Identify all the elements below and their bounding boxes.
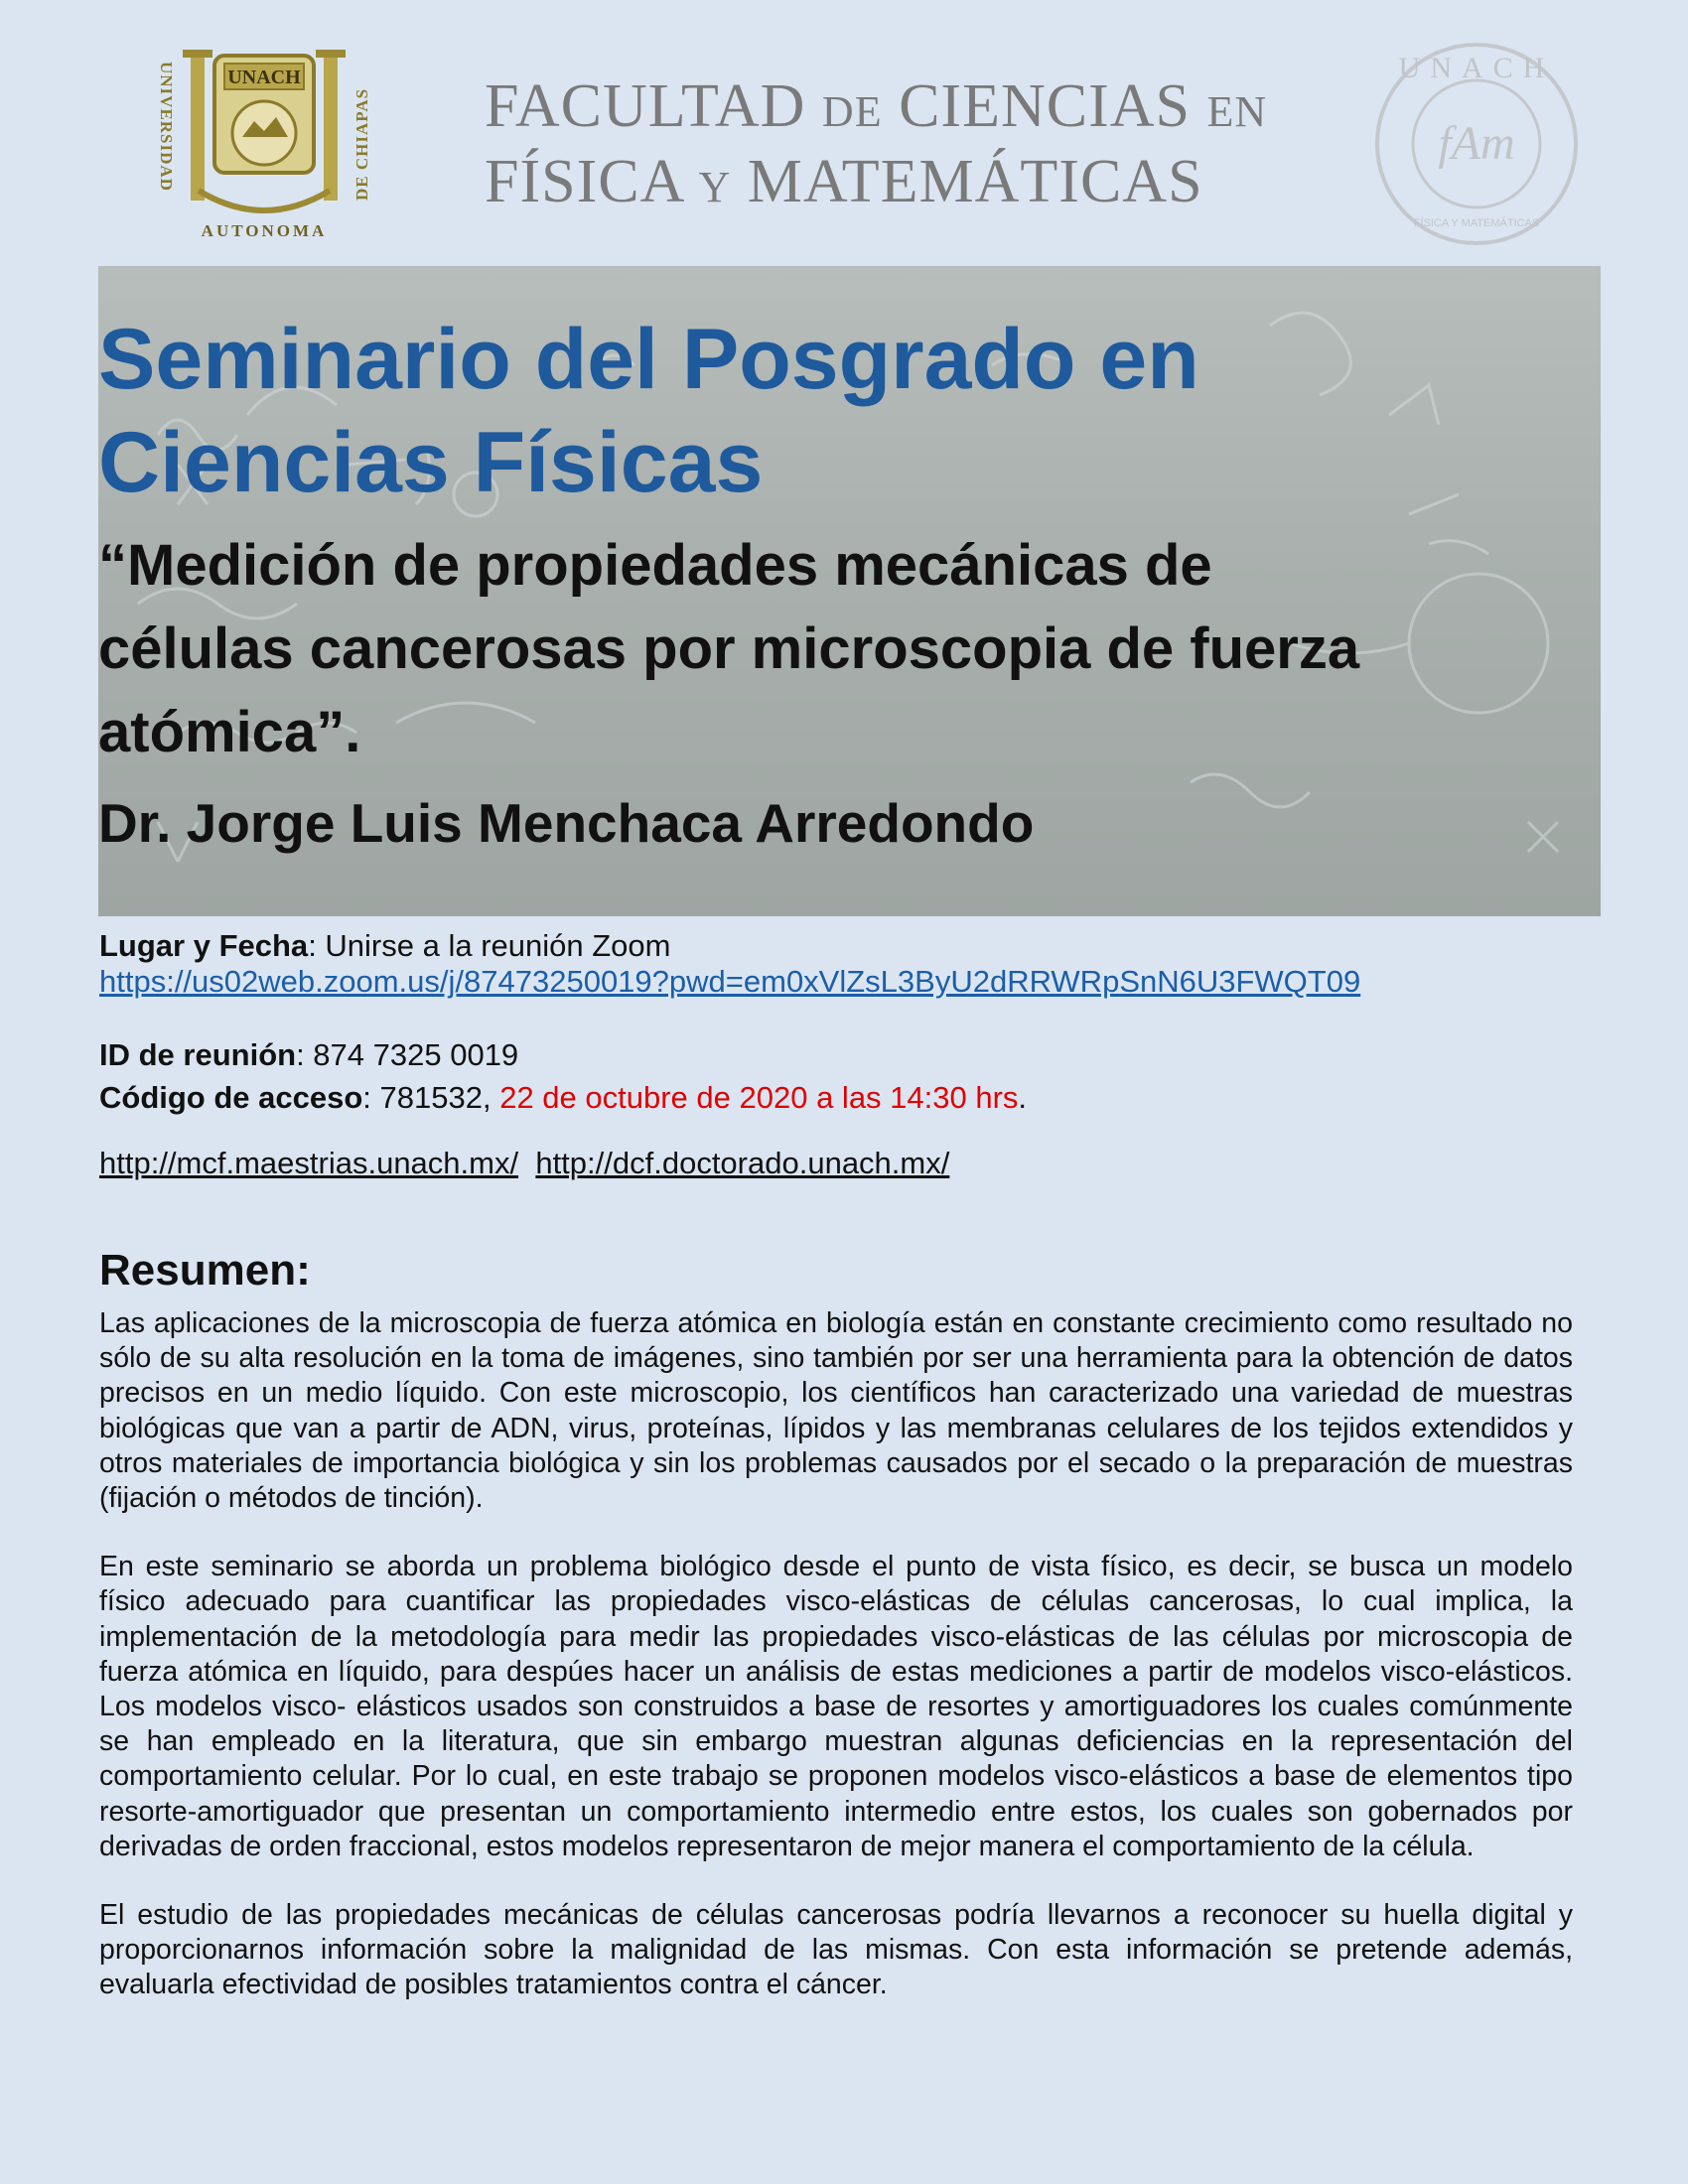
faculty-title-line2: FÍSICA Y MATEMÁTICAS	[485, 148, 1203, 215]
summary-paragraph-2: En este seminario se aborda un problema biológico desde el punto de vista físico, es decir, se busca un modelo físico adecuado para cuantificar las propiedades visco-elásticas de células cancerosas, lo cual implica, la implementación de la metodología para medir las propiedades visco-elásticas de las células por microscopia de fuerza atómica en líquido, para despúes hacer un análisis de estas mediciones a partir de modelos visco-elásticos. Los modelos visco- elásticos usados son construidos a base de resortes y amortiguadores los cuales comúnmente se han empleado en la literatura, que sin embargo muestran algunas deficiencias en la representación del comportamiento celular. Por lo cual, en este trabajo se proponen modelos visco-elásticos a base de elementos tipo resorte-amortiguador que presentan un comportamiento intermedio entre estos, los cuales son gobernados por derivadas de orden fraccional, estos modelos representaron de mejor manera el comportamiento de la célula.	[99, 1551, 1573, 1862]
logo-text-universidad: UNIVERSIDAD	[157, 62, 176, 192]
logo-text-unach: UNACH	[227, 67, 301, 88]
zoom-link-row	[99, 964, 1589, 1000]
talk-title-line3: atómica”.	[98, 700, 361, 764]
fam-logo-bottom-text: FÍSICA Y MATEMÁTICAS	[1413, 217, 1540, 229]
place-value: : Unirse a la reunión Zoom	[308, 928, 671, 963]
fam-logo-mark: fAm	[1438, 117, 1515, 170]
logo-text-autonoma: AUTONOMA	[201, 221, 328, 240]
place-label: Lugar y Fecha	[99, 928, 309, 963]
summary-heading: Resumen:	[99, 1246, 311, 1295]
access-code-value: : 781532,	[362, 1080, 500, 1115]
unach-university-logo	[139, 42, 387, 240]
faculty-title-line1: FACULTAD DE CIENCIAS EN	[485, 72, 1268, 140]
meeting-id-row	[99, 1037, 1589, 1073]
seminar-title-line1: Seminario del Posgrado en	[98, 312, 1199, 407]
fam-logo-ring-text: UNACH	[1398, 52, 1555, 84]
doctorate-program-link[interactable]: http://dcf.doctorado.unach.mx/	[535, 1146, 950, 1180]
masters-program-link[interactable]: http://mcf.maestrias.unach.mx/	[99, 1146, 519, 1180]
fam-faculty-logo	[1370, 38, 1584, 251]
event-date-time: 22 de octubre de 2020 a las 14:30 hrs	[499, 1080, 1019, 1115]
summary-paragraph-1: Las aplicaciones de la microscopia de fuerza atómica en biología están en constante crecimiento como resultado no sólo de su alta resolución en la toma de imágenes, sino también por ser una herramienta para la obtención de datos precisos en un medio líquido. Con este microscopio, los científicos han caracterizado una variedad de muestras biológicas que van a partir de ADN, virus, proteínas, lípidos y las membranas celulares de los tejidos extendidos y otros materiales de importancia biológica y sin los problemas causados por el secado o la preparación de muestras (fijación o métodos de tinción).	[99, 1307, 1573, 1515]
faculty-title	[485, 71, 1279, 222]
logo-text-de-chiapas: DE CHIAPAS	[352, 87, 371, 201]
seminar-banner	[98, 266, 1601, 916]
seminar-title	[98, 308, 1601, 514]
talk-title-line1: “Medición de propiedades mecánicas de	[98, 533, 1212, 598]
header	[0, 0, 1688, 263]
access-code-label: Código de acceso	[99, 1080, 363, 1115]
access-code-row: Código de acceso: 781532, 22 de octubre de 2020 a las 14:30 hrs.	[99, 1080, 1028, 1115]
talk-title	[98, 524, 1601, 774]
place-row	[99, 928, 1589, 964]
program-links-row	[99, 1146, 1589, 1181]
event-info	[99, 928, 1589, 1181]
meeting-id-label: ID de reunión	[99, 1037, 297, 1072]
summary-paragraph-3: El estudio de las propiedades mecánicas de células cancerosas podría llevarnos a reconocer su huella digital y proporcionarnos información sobre la malignidad de las mismas. Con esta información se pretende además, evaluarla efectividad de posibles tratamientos contra el cáncer.	[99, 1899, 1573, 2001]
talk-title-line2: células cancerosas por microscopia de fuerza	[98, 616, 1360, 681]
zoom-meeting-link[interactable]: https://us02web.zoom.us/j/87473250019?pwd=em0xVlZsL3ByU2dRRWRpSnN6U3FWQT09	[99, 964, 1361, 999]
speaker-name: Dr. Jorge Luis Menchaca Arredondo	[98, 792, 1035, 854]
summary-body	[99, 1306, 1573, 2037]
meeting-id-value: : 874 7325 0019	[296, 1037, 519, 1072]
seminar-title-line2: Ciencias Físicas	[98, 415, 764, 510]
